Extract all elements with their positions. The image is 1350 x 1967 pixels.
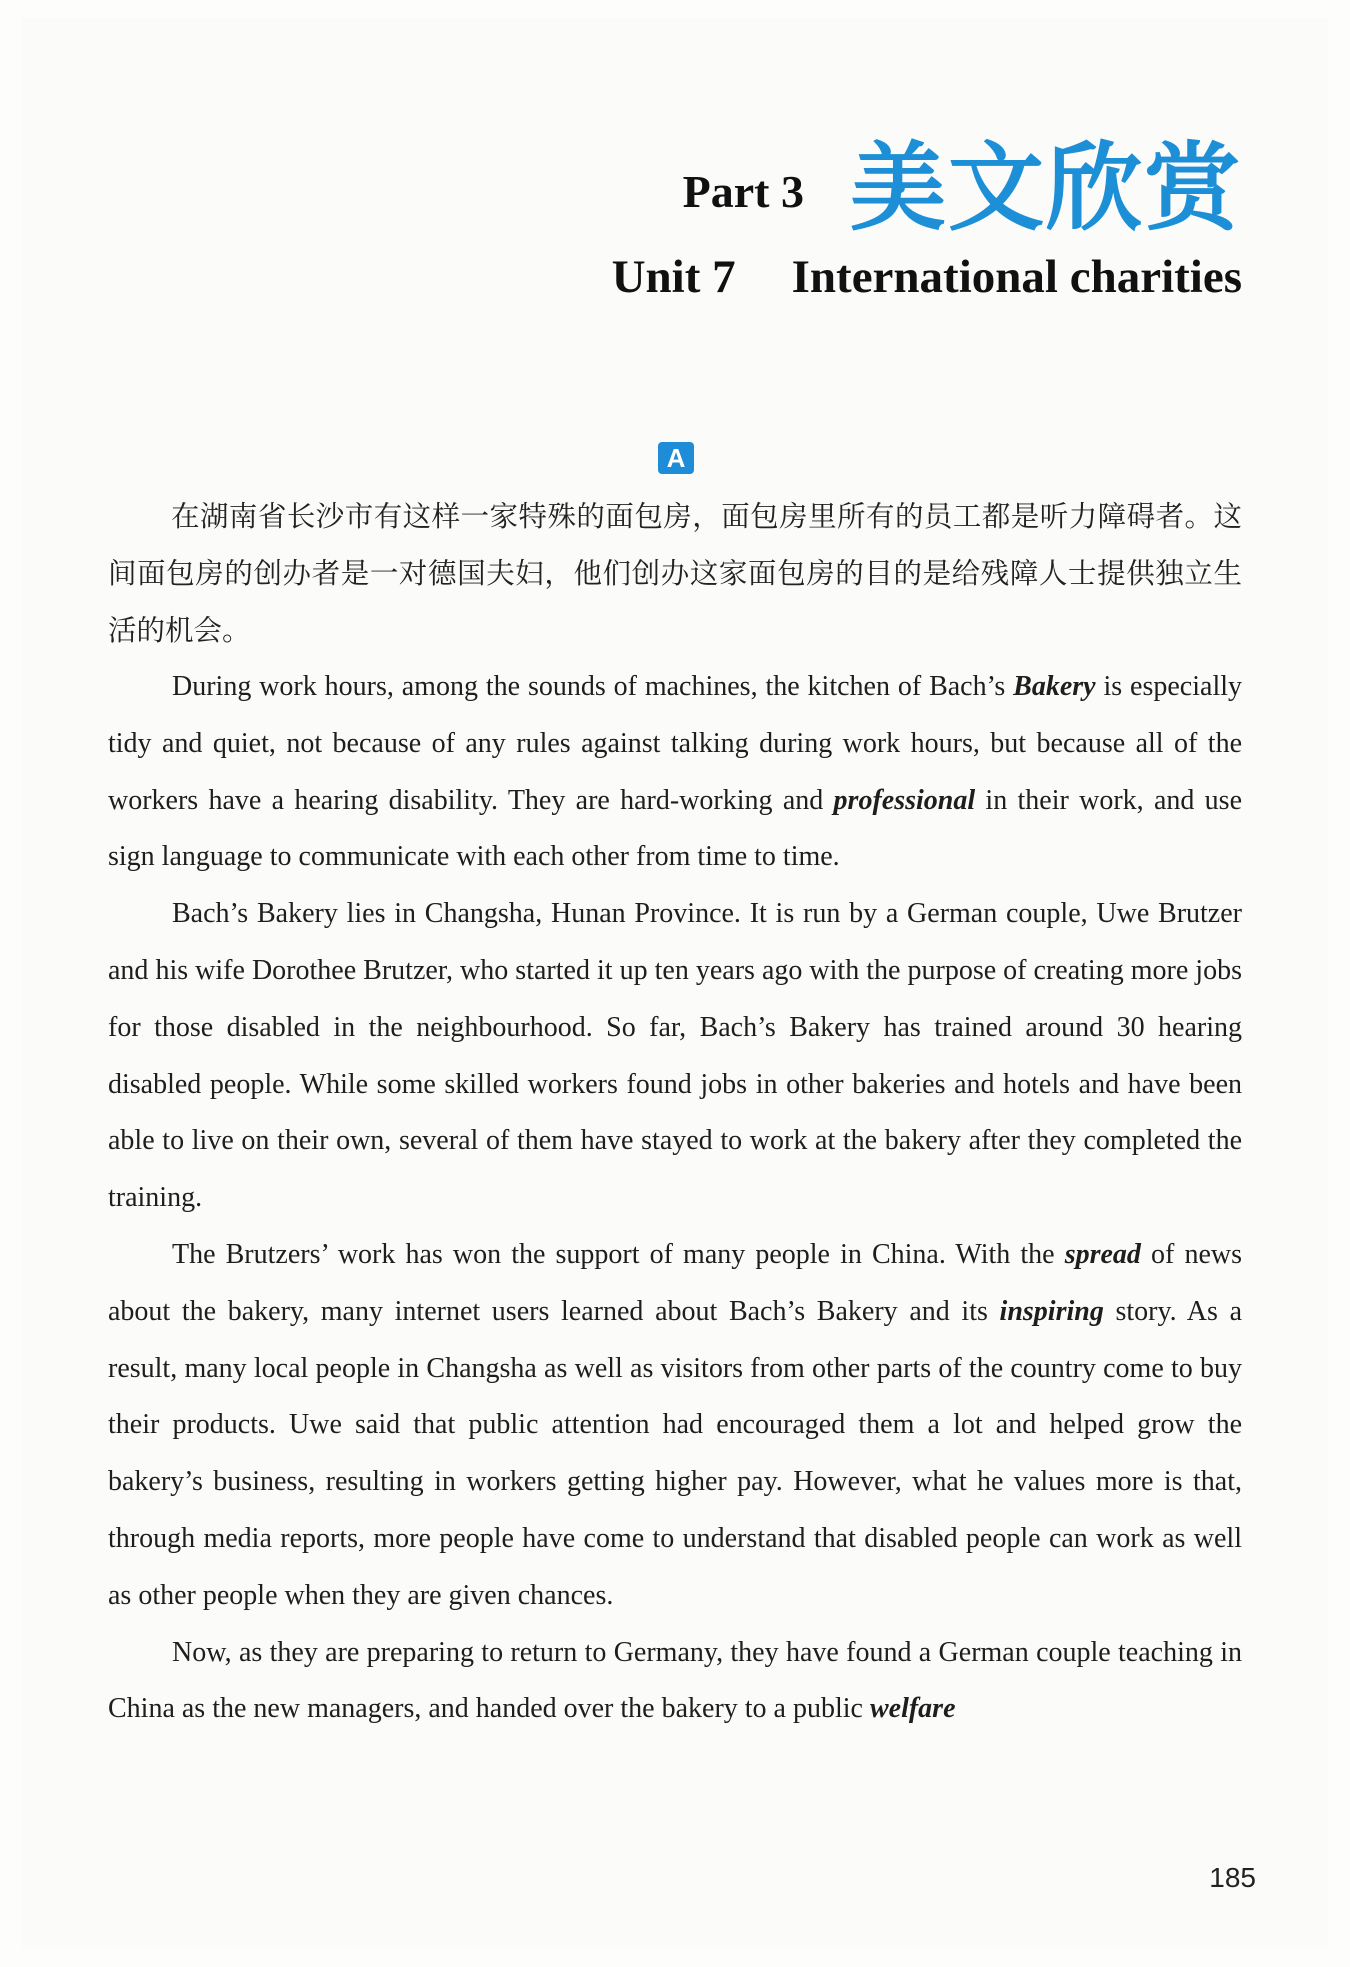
unit-heading <box>612 250 1242 304</box>
keyword-bakery: Bakery <box>1013 671 1096 702</box>
article-body <box>108 488 1242 1738</box>
paragraph-3 <box>108 1227 1242 1625</box>
p3-text-a: The Brutzers’ work has won the support of many people in China. With the <box>172 1238 1065 1270</box>
p1-text-c: in their work, and use sign language to communicate with each other from time to time. <box>108 784 1242 873</box>
section-badge: A <box>658 442 694 474</box>
keyword-welfare: welfare <box>869 1693 956 1725</box>
p4-text-a: Now, as they are preparing to return to Germany, they have found a German couple teaching in China as the new managers, and handed over the bakery to a public <box>108 1636 1242 1725</box>
part-title-cn: 美文欣赏 <box>850 132 1242 244</box>
paragraph-2: Bach’s Bakery lies in Changsha, Hunan Province. It is run by a German couple, Uwe Brutzer and his wife Dorothee Brutzer, who started it up ten years ago with the purpose of creating more jobs for those disabled in the neighbourhood. So far, Bach’s Bakery has trained around 30 hearing disabled people. While some skilled workers found jobs in other bakeries and hotels and have been able to live on their own, several of them have stayed to work at the bakery after they completed the training. <box>108 898 1242 1214</box>
paragraph-1 <box>108 659 1242 886</box>
p1-text-a: During work hours, among the sounds of machines, the kitchen of Bach’s <box>172 671 1014 702</box>
p3-text-b: of news about the bakery, many internet users learned about Bach’s Bakery and its <box>108 1238 1243 1327</box>
p1-text-b: is especially tidy and quiet, not because of any rules against talking during work hours, but because all of the workers have a hearing disability. They are hard-working and <box>108 671 1243 816</box>
unit-title: International charities <box>791 251 1242 303</box>
part-label: Part 3 <box>682 166 804 217</box>
p3-text-c: story. As a result, many local people in Changsha as well as visitors from other parts of the country come to buy their products. Uwe said that public attention had encouraged them a lot and helped grow the bakery’s business, resulting in workers getting higher pay. However, what he values more is that, through media reports, more people have come to understand that disabled people can work as well as other people when they are given chances. <box>108 1295 1242 1611</box>
part-heading <box>612 132 1242 244</box>
chinese-intro-paragraph: 在湖南省长沙市有这样一家特殊的面包房，面包房里所有的员工都是听力障碍者。这间面包房的创办者是一对德国夫妇，他们创办这家面包房的目的是给残障人士提供独立生活的机会。 <box>108 500 1242 647</box>
unit-label: Unit 7 <box>611 251 736 303</box>
keyword-spread: spread <box>1064 1238 1141 1270</box>
paragraph-4 <box>108 1625 1242 1739</box>
page-header <box>611 132 1242 304</box>
keyword-inspiring: inspiring <box>999 1295 1104 1327</box>
keyword-professional: professional <box>833 784 976 816</box>
page-number: 185 <box>1209 1862 1256 1893</box>
